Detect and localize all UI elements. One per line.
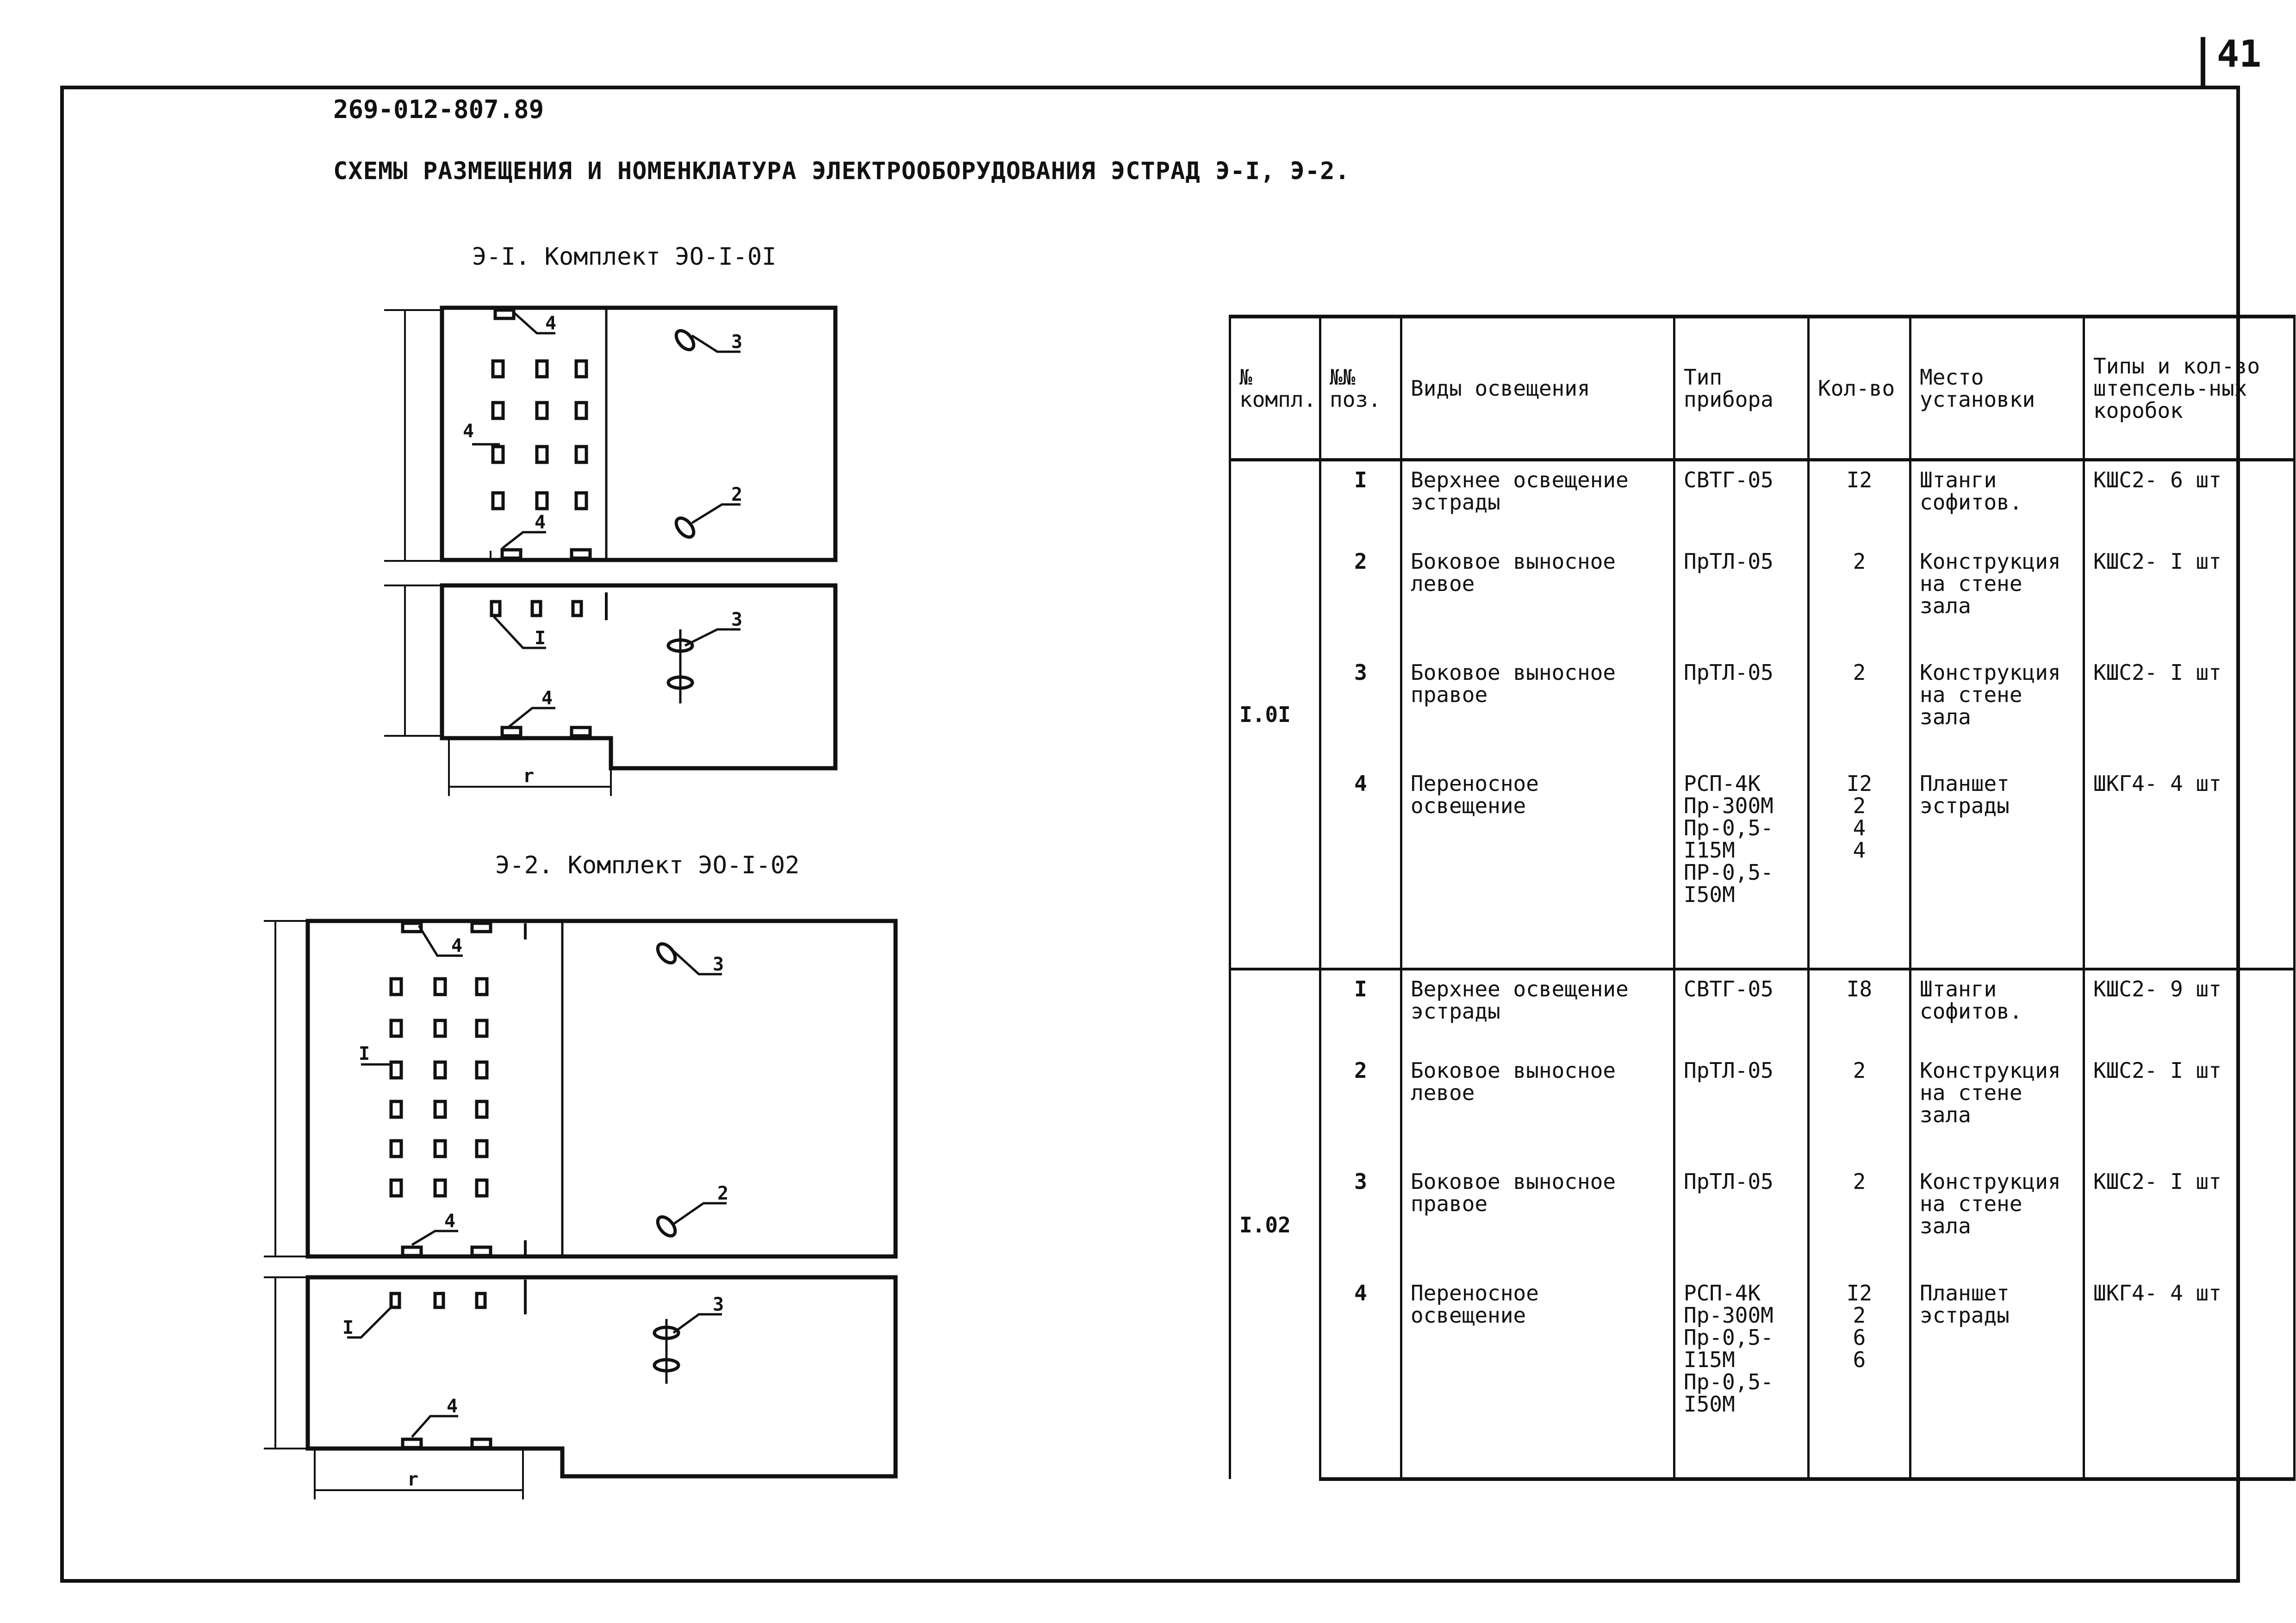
page-tab (2201, 37, 2205, 88)
qty-line: 4 (1853, 815, 1866, 841)
sockets-cell: КШС2- 6 шт (2084, 460, 2295, 543)
qty-cell: I2 (1809, 460, 1910, 543)
sockets-cell: КШС2- 9 шт (2084, 969, 2295, 1052)
plan1-label-2: 2 (731, 484, 743, 505)
pos-cell: I (1320, 969, 1401, 1052)
qty-line: 4 (1853, 838, 1866, 863)
qty-line: I2 (1846, 1280, 1873, 1306)
qty-cell: 2 (1809, 1052, 1910, 1163)
lighting-cell: Боковое выносное правое (1401, 1163, 1674, 1274)
pos-cell: 4 (1320, 765, 1401, 969)
table-row (1230, 460, 2295, 543)
plan1-label-4c: 4 (541, 688, 553, 709)
pos-cell: 3 (1320, 654, 1401, 765)
device-line: РСП-4К (1684, 771, 1761, 796)
table-row (1230, 543, 2295, 654)
leader-lines (347, 312, 743, 1437)
plan2-dim-r: r (407, 1469, 419, 1490)
plan1-dim-r: r (523, 765, 535, 787)
place-cell: Штанги софитов. (1910, 969, 2084, 1052)
place-cell: Конструкция на стене зала (1910, 543, 2084, 654)
device-cell: ПрТЛ-05 (1674, 543, 1809, 654)
lighting-cell: Верхнее освещение эстрады (1401, 460, 1674, 543)
lighting-cell: Боковое выносное левое (1401, 543, 1674, 654)
plan1-top-outline (442, 308, 835, 560)
table-row (1230, 654, 2295, 765)
plan2-label-2: 2 (717, 1183, 729, 1204)
plan2-label-3b: 3 (713, 1294, 724, 1315)
table-row (1230, 969, 2295, 1052)
pos-cell: 2 (1320, 1052, 1401, 1163)
device-cell (1674, 1275, 1809, 1479)
place-cell: Планшет эстрады (1910, 1275, 2084, 1479)
table-row (1230, 1163, 2295, 1274)
device-cell (1674, 765, 1809, 969)
plan1-label-4b: 4 (535, 512, 546, 533)
plan2-label-4a: 4 (451, 935, 463, 957)
qty-line: 6 (1853, 1347, 1866, 1372)
kit-cell: I.0I (1230, 460, 1320, 970)
table-row (1230, 1275, 2295, 1479)
device-line: ПР-0,5-I50М (1684, 860, 1773, 908)
qty-cell (1809, 765, 1910, 969)
lighting-cell: Боковое выносное правое (1401, 654, 1674, 765)
qty-cell: 2 (1809, 1163, 1910, 1274)
qty-line: 6 (1853, 1325, 1866, 1350)
document-code: 269-012-807.89 (333, 95, 544, 124)
device-line: Пр-0,5-I15М (1684, 815, 1773, 863)
lighting-cell: Переносное освещение (1401, 765, 1674, 969)
plan1-label-1b: I (535, 628, 546, 649)
device-cell: ПрТЛ-05 (1674, 654, 1809, 765)
qty-cell (1809, 1275, 1910, 1479)
plan2-label-1b: I (342, 1317, 354, 1338)
qty-line: I2 (1846, 771, 1873, 796)
sockets-cell: КШС2- I шт (2084, 654, 2295, 765)
header-pos: №№ поз. (1320, 317, 1401, 460)
document-title: СХЕМЫ РАЗМЕЩЕНИЯ И НОМЕНКЛАТУРА ЭЛЕКТРООБОРУДОВАНИЯ ЭСТРАД Э-I, Э-2. (333, 157, 1350, 185)
page-number: 41 (2217, 32, 2262, 75)
header-place: Место установки (1910, 317, 2084, 460)
header-device: Тип прибора (1674, 317, 1809, 460)
plan2-top-outline (308, 921, 896, 1256)
place-cell: Конструкция на стене зала (1910, 1163, 2084, 1274)
qty-line: 2 (1853, 793, 1866, 819)
specification-table-wrapper (1229, 315, 2260, 1481)
qty-line: 2 (1853, 1302, 1866, 1328)
place-cell: Штанги софитов. (1910, 460, 2084, 543)
header-qty: Кол-во (1809, 317, 1910, 460)
plan2-label-1: I (359, 1043, 370, 1064)
pos-cell: 2 (1320, 543, 1401, 654)
specification-table (1229, 315, 2296, 1481)
pos-cell: I (1320, 460, 1401, 543)
place-cell: Конструкция на стене зала (1910, 1052, 2084, 1163)
table-row (1230, 765, 2295, 969)
device-line: Пр-300М (1684, 793, 1773, 819)
plan1-label-3: 3 (731, 331, 743, 353)
place-cell: Планшет эстрады (1910, 765, 2084, 969)
device-cell: ПрТЛ-05 (1674, 1052, 1809, 1163)
qty-cell: 2 (1809, 543, 1910, 654)
device-line: Пр-0,5-I50М (1684, 1369, 1773, 1417)
lighting-cell: Верхнее освещение эстрады (1401, 969, 1674, 1052)
lighting-cell: Боковое выносное левое (1401, 1052, 1674, 1163)
device-cell: ПрТЛ-05 (1674, 1163, 1809, 1274)
place-cell: Конструкция на стене зала (1910, 654, 2084, 765)
lighting-cell: Переносное освещение (1401, 1275, 1674, 1479)
pos-cell: 4 (1320, 1275, 1401, 1479)
sockets-cell: КШС2- I шт (2084, 1052, 2295, 1163)
header-kit: № компл. (1230, 317, 1320, 460)
plan1-label-4a: 4 (545, 313, 557, 334)
device-line: РСП-4К (1684, 1280, 1761, 1306)
header-sockets: Типы и кол-во штепсель-ных коробок (2084, 317, 2295, 460)
table-header-row (1230, 317, 2295, 460)
plan1-label-3b: 3 (731, 609, 743, 630)
plan2-label-4b: 4 (444, 1211, 456, 1232)
header-lighting: Виды освещения (1401, 317, 1674, 460)
device-cell: СВТГ-05 (1674, 969, 1809, 1052)
device-line: Пр-300М (1684, 1302, 1773, 1328)
sockets-cell: КШС2- I шт (2084, 1163, 2295, 1274)
kit-cell: I.02 (1230, 969, 1320, 1479)
device-cell: СВТГ-05 (1674, 460, 1809, 543)
plan2-label-4c: 4 (447, 1396, 458, 1417)
plan2-label-3: 3 (713, 954, 724, 975)
sockets-cell: ШКГ4- 4 шт (2084, 1275, 2295, 1479)
table-row (1230, 1052, 2295, 1163)
device-line: Пр-0,5-I15М (1684, 1325, 1773, 1372)
qty-cell: I8 (1809, 969, 1910, 1052)
plan1-label-1: 4 (463, 421, 474, 442)
qty-cell: 2 (1809, 654, 1910, 765)
sockets-cell: ШКГ4- 4 шт (2084, 765, 2295, 969)
plan1-caption: Э-I. Комплект ЭО-I-0I (472, 243, 777, 271)
pos-cell: 3 (1320, 1163, 1401, 1274)
plan2-caption: Э-2. Комплект ЭО-I-02 (495, 852, 800, 879)
sockets-cell: КШС2- I шт (2084, 543, 2295, 654)
